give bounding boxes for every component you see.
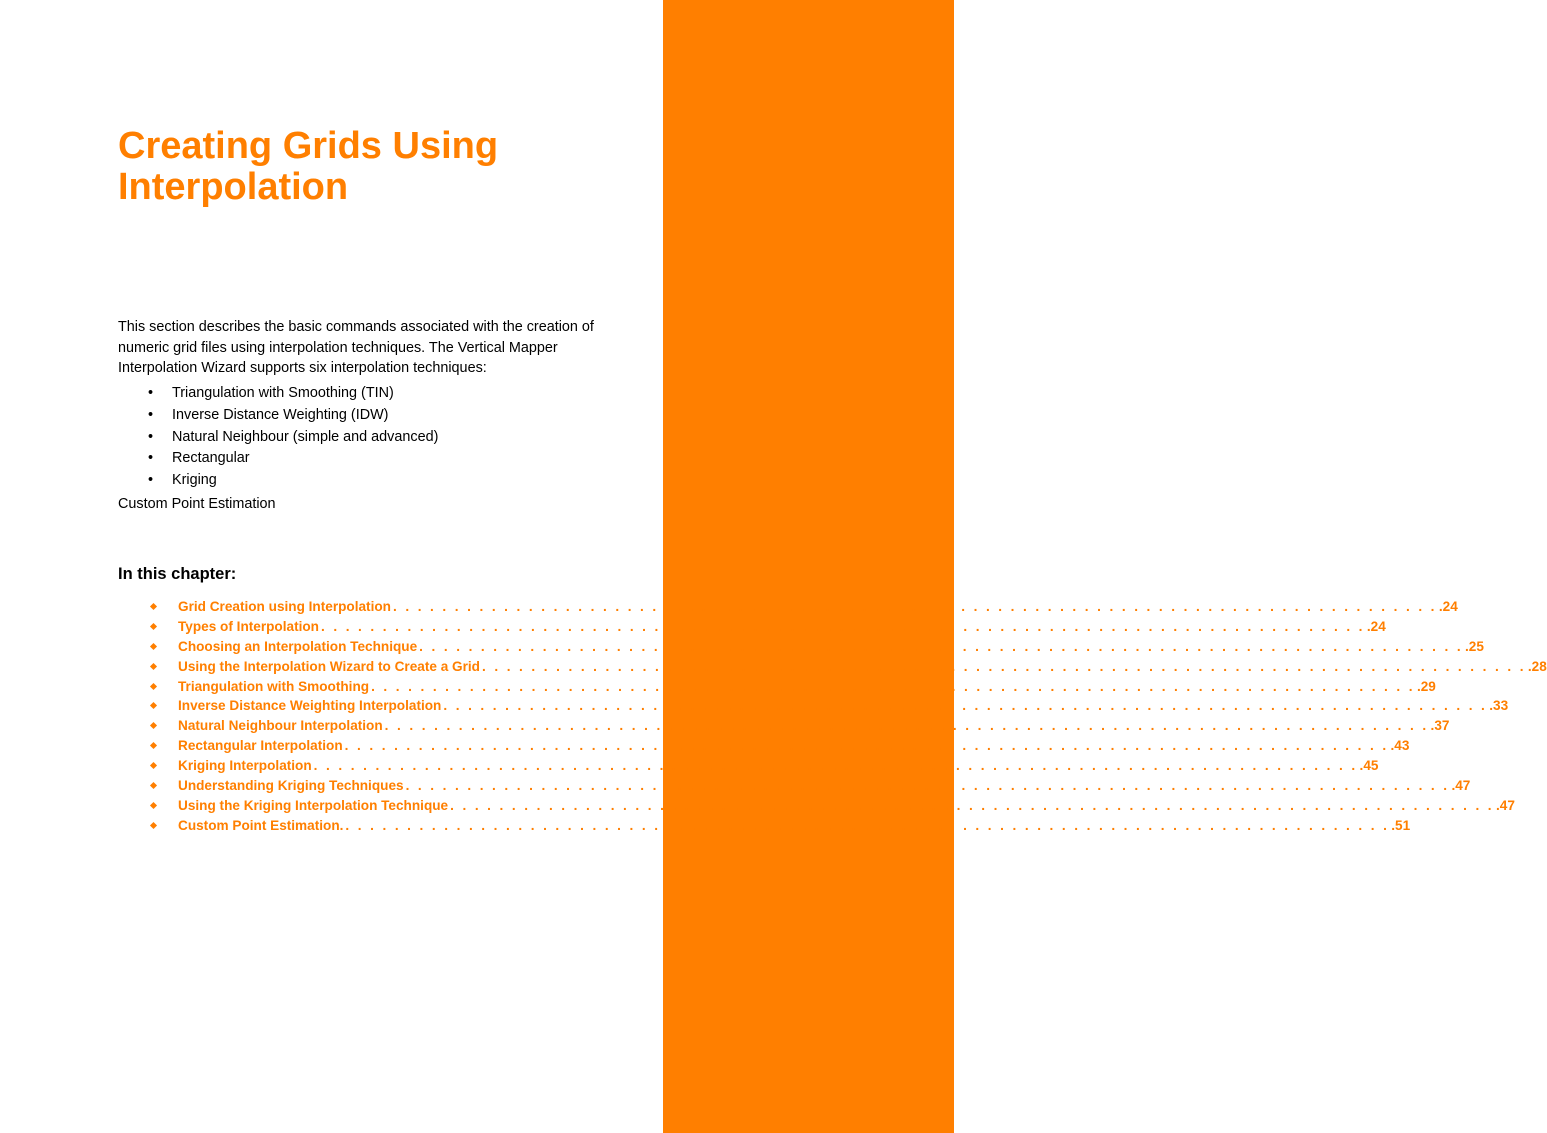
toc-entry[interactable] bbox=[118, 716, 1450, 736]
diamond-bullet-icon bbox=[150, 683, 157, 690]
technique-item bbox=[118, 470, 638, 492]
technique-tail-item: Custom Point Estimation bbox=[118, 496, 276, 512]
toc-dot-leader bbox=[345, 816, 1389, 835]
toc-entry[interactable] bbox=[118, 696, 1509, 716]
toc-entry[interactable] bbox=[118, 796, 1515, 816]
technique-list bbox=[118, 383, 638, 492]
toc-page-number[interactable]: .33 bbox=[1489, 698, 1509, 714]
toc-dot-leader bbox=[419, 637, 1463, 656]
chapter-toc bbox=[118, 597, 1547, 836]
technique-item bbox=[118, 448, 638, 470]
technique-label: Inverse Distance Weighting (IDW) bbox=[172, 406, 389, 423]
toc-dot-leader bbox=[371, 677, 1415, 696]
diamond-bullet-icon bbox=[150, 762, 157, 769]
bullet-icon: • bbox=[148, 450, 154, 467]
toc-dot-leader bbox=[345, 736, 1389, 755]
toc-entry-title[interactable]: Custom Point Estimation. bbox=[178, 817, 344, 833]
bullet-icon: • bbox=[148, 406, 154, 423]
bullet-icon: • bbox=[148, 385, 154, 401]
toc-dot-leader bbox=[314, 756, 1358, 775]
toc-entry-title[interactable]: Using the Interpolation Wizard to Create a Grid bbox=[178, 658, 480, 674]
in-chapter-heading: In this chapter: bbox=[118, 565, 237, 583]
technique-item bbox=[118, 383, 638, 405]
toc-entry-title[interactable]: Inverse Distance Weighting Interpolation bbox=[178, 698, 442, 714]
toc-dot-leader bbox=[443, 696, 1487, 715]
diamond-bullet-icon bbox=[150, 722, 157, 729]
toc-entry[interactable] bbox=[118, 736, 1410, 756]
diamond-bullet-icon bbox=[150, 643, 157, 650]
toc-dot-leader bbox=[406, 776, 1450, 795]
diamond-bullet-icon bbox=[150, 663, 157, 670]
toc-entry[interactable] bbox=[118, 617, 1386, 637]
toc-dot-leader bbox=[385, 716, 1429, 735]
toc-entry[interactable] bbox=[118, 637, 1484, 657]
toc-entry-title[interactable]: Rectangular Interpolation bbox=[178, 738, 343, 754]
toc-entry[interactable] bbox=[118, 816, 1411, 836]
technique-item bbox=[118, 405, 638, 427]
technique-label: Kriging bbox=[172, 472, 217, 489]
toc-entry-title[interactable]: Types of Interpolation bbox=[178, 618, 319, 634]
toc-entry-title[interactable]: Using the Kriging Interpolation Technique bbox=[178, 797, 449, 813]
diamond-bullet-icon bbox=[150, 782, 157, 789]
toc-entry[interactable] bbox=[118, 597, 1458, 617]
toc-dot-leader bbox=[393, 597, 1437, 616]
toc-page-number[interactable]: .24 bbox=[1438, 599, 1458, 614]
diamond-bullet-icon bbox=[150, 742, 157, 749]
diamond-bullet-icon bbox=[150, 822, 157, 829]
chapter-title: Creating Grids Using Interpolation bbox=[118, 125, 499, 208]
toc-page-number[interactable]: .37 bbox=[1430, 718, 1450, 734]
diamond-bullet-icon bbox=[150, 702, 157, 709]
bullet-icon: • bbox=[148, 472, 154, 489]
toc-dot-leader bbox=[321, 617, 1365, 636]
toc-entry-title[interactable]: Understanding Kriging Techniques bbox=[178, 778, 404, 794]
toc-page-number[interactable]: .43 bbox=[1390, 738, 1410, 754]
toc-entry-title[interactable]: Choosing an Interpolation Technique bbox=[178, 638, 418, 654]
toc-dot-leader bbox=[450, 796, 1494, 815]
bullet-icon: • bbox=[148, 428, 154, 445]
toc-entry[interactable] bbox=[118, 677, 1436, 697]
toc-dot-leader bbox=[482, 657, 1526, 676]
toc-page-number[interactable]: .29 bbox=[1416, 678, 1436, 694]
technique-label: Natural Neighbour (simple and advanced) bbox=[172, 428, 439, 445]
toc-entry-title[interactable]: Grid Creation using Interpolation bbox=[178, 599, 391, 614]
technique-item bbox=[118, 427, 638, 449]
technique-label: Triangulation with Smoothing (TIN) bbox=[172, 385, 394, 401]
chapter-number: 3 bbox=[1431, 5, 1515, 173]
toc-page-number[interactable]: .45 bbox=[1359, 758, 1379, 774]
technique-label: Rectangular bbox=[172, 450, 250, 467]
toc-entry[interactable] bbox=[118, 776, 1471, 796]
toc-page-number[interactable]: .47 bbox=[1451, 778, 1471, 794]
toc-entry[interactable] bbox=[118, 657, 1547, 677]
toc-page-number[interactable]: .24 bbox=[1366, 618, 1386, 634]
toc-page-number[interactable]: .47 bbox=[1495, 797, 1515, 813]
diamond-bullet-icon bbox=[150, 623, 157, 630]
toc-entry-title[interactable]: Kriging Interpolation bbox=[178, 758, 312, 774]
diamond-bullet-icon bbox=[150, 603, 157, 610]
diamond-bullet-icon bbox=[150, 802, 157, 809]
intro-paragraph: This section describes the basic commands associated with the creation of numeric grid files using interpolation techniques. The Vertical Mapper Interpolation Wizard supports six interpolation techniques: bbox=[118, 319, 594, 376]
toc-page-number[interactable]: .51 bbox=[1391, 817, 1411, 833]
toc-page-number[interactable]: .25 bbox=[1465, 638, 1484, 654]
toc-entry[interactable] bbox=[118, 756, 1379, 776]
toc-page-number[interactable]: .28 bbox=[1527, 658, 1547, 674]
toc-entry-title[interactable]: Natural Neighbour Interpolation bbox=[178, 718, 383, 734]
toc-entry-title[interactable]: Triangulation with Smoothing bbox=[178, 678, 370, 694]
